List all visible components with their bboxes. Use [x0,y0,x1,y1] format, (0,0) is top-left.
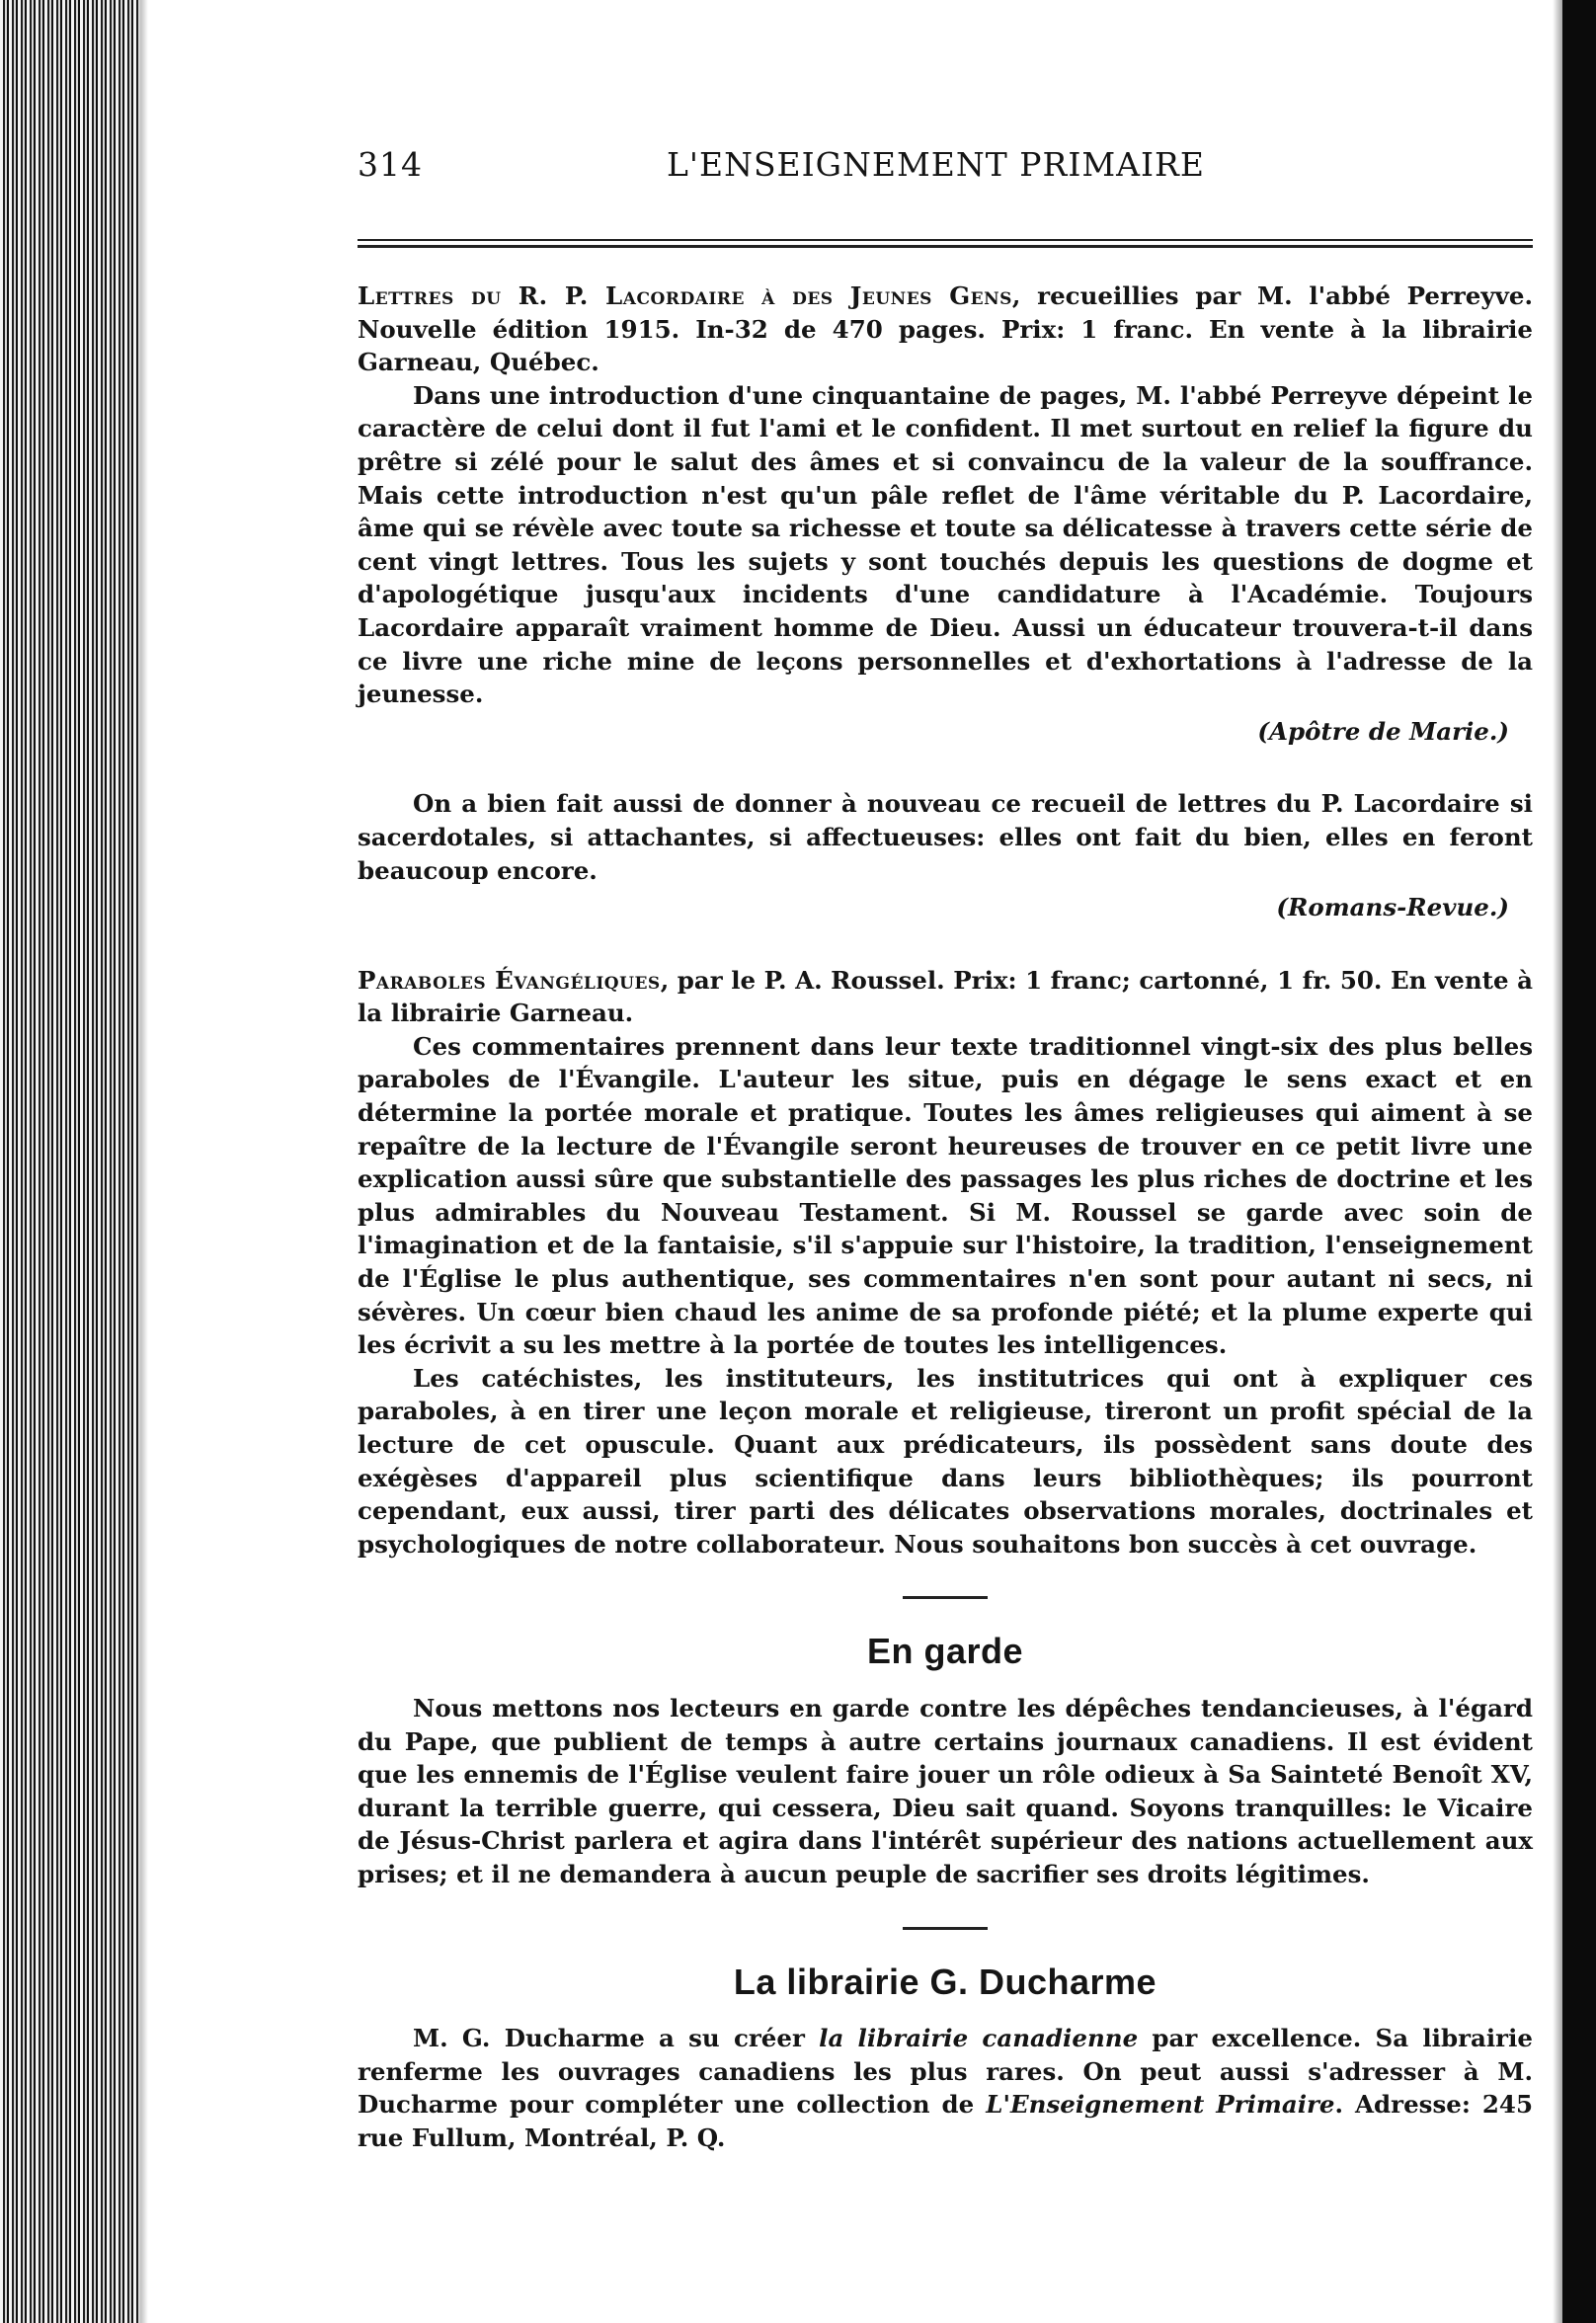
section-title-librairie: La librairie G. Ducharme [733,1961,1157,2002]
review-lacordaire-citation [358,280,1533,379]
scan-edge-shadow [1553,0,1562,2323]
book-page-edge [0,0,140,2323]
review-paraboles-citation [358,964,1533,1030]
book-details: , par le P. A. Roussel. Prix: 1 franc; cartonné, 1 fr. 50. En vente à la librairie Garneau. [358,965,1533,1028]
review-paraboles-body-2: Les catéchistes, les instituteurs, les institutrices qui ont à expliquer ces paraboles, à en tirer une leçon morale et religieuse, tireront un profit spécial de la lecture de cet opuscule. Quant aux prédicateurs, ils possèdent sans doute des exégèses d'appareil plus scientifique dans leurs bibliothèques; ils pourront cependant, eux aussi, tirer parti des délicates observations morales, doctrinales et psychologiques de notre collaborateur. Nous souhaitons bon succès à cet ouvrage. [358,1363,1533,1559]
en-garde-body: Nous mettons nos lecteurs en garde contre les dépêches tendancieuses, à l'égard du Pape, que publient de temps à autre certains journaux canadiens. Il est évident que les ennemis de l'Église veulent faire jouer un rôle odieux à Sa Sainteté Benoît XV, durant la terrible guerre, qui cessera, Dieu sait quand. Soyons tranquilles: le Vicaire de Jésus-Christ parlera et agira dans l'intérêt supérieur des nations actuellement aux prises; et il ne demandera à aucun peuple de sacrifier ses droits légitimes. [358,1693,1533,1888]
book-details: , recueillies par M. l'abbé Perreyve. Nouvelle édition 1915. In-32 de 470 pages. Prix: 1 franc. En vente à la librairie Garneau, Québec. [358,281,1533,377]
section-divider [903,1596,988,1599]
header-rule [358,239,1533,248]
librairie-body [358,2022,1533,2154]
review-romans-revue-body: On a bien fait aussi de donner à nouveau ce recueil de lettres du P. Lacordaire si sacerdotales, si attachantes, si affectueuses: elles ont fait du bien, elles en feront beaucoup encore. [358,789,1533,885]
librairie-text: M. G. Ducharme a su créer [413,2024,820,2053]
book-title: Paraboles Évangéliques [358,965,661,995]
section-title-en-garde: En garde [866,1631,1024,1672]
review-lacordaire-source: (Apôtre de Marie.) [1257,716,1509,746]
page-number: 314 [358,145,423,184]
journal-title-italic: L'Enseignement Primaire [986,2090,1335,2120]
scan-border [1562,0,1596,2323]
running-head-title: L'ENSEIGNEMENT PRIMAIRE [667,145,1205,184]
librairie-text: par excellence. Sa librairie renferme les ouvrages canadiens les plus rares. On peut aussi s'adresser à M. Ducharme pour compléter une collection de [358,2024,1533,2120]
review-paraboles-body-1: Ces commentaires prennent dans leur texte traditionnel vingt-six des plus belles paraboles de l'Évangile. L'auteur les situe, puis en dégage le sens exact et en détermine la portée morale et pratique. Toutes les âmes religieuses qui aiment à se repaître de la lecture de l'Évangile seront heureuses de trouver en ce petit livre une explication aussi sûre que substantielle des passages les plus riches de doctrine et les plus admirables du Nouveau Testament. Si M. Roussel se garde avec soin de l'imagination et de la fantaisie, s'il s'appuie sur l'histoire, la tradition, l'enseignement de l'Église le plus authentique, ses commentaires n'en sont pour autant ni secs, ni sévères. Un cœur bien chaud les anime de sa profonde piété; et la plume experte qui les écrivit a su les mettre à la portée de toutes les intelligences. [358,1031,1533,1360]
book-title: Lettres du R. P. Lacordaire à des Jeunes Gens [358,281,1012,310]
section-divider [903,1927,988,1930]
gutter-shadow [140,0,148,2323]
librairie-address: . Adresse: 245 rue Fullum, Montréal, P. Q. [358,2090,1534,2152]
review-romans-revue-source: (Romans-Revue.) [1276,893,1509,922]
review-lacordaire-body: Dans une introduction d'une cinquantaine de pages, M. l'abbé Perreyve dépeint le caractère de celui dont il fut l'ami et le confident. Il met surtout en relief la figure du prêtre si zélé pour le salut des âmes et si convaincu de la valeur de la souffrance. Mais cette introduction n'est qu'un pâle reflet de l'âme véritable du P. Lacordaire, âme qui se révèle avec toute sa richesse et toute sa délicatesse à travers cette série de cent vingt lettres. Tous les sujets y sont touchés depuis les questions de dogme et d'apologétique jusqu'aux incidents d'une candidature à l'Académie. Toujours Lacordaire apparaît vraiment homme de Dieu. Aussi un éducateur trouvera-t-il dans ce livre une riche mine de leçons personnelles et d'exhortations à l'adresse de la jeunesse. [358,380,1533,709]
running-head [358,145,1533,200]
page-content [358,145,1534,2155]
librairie-italic: la librairie canadienne [819,2024,1139,2053]
